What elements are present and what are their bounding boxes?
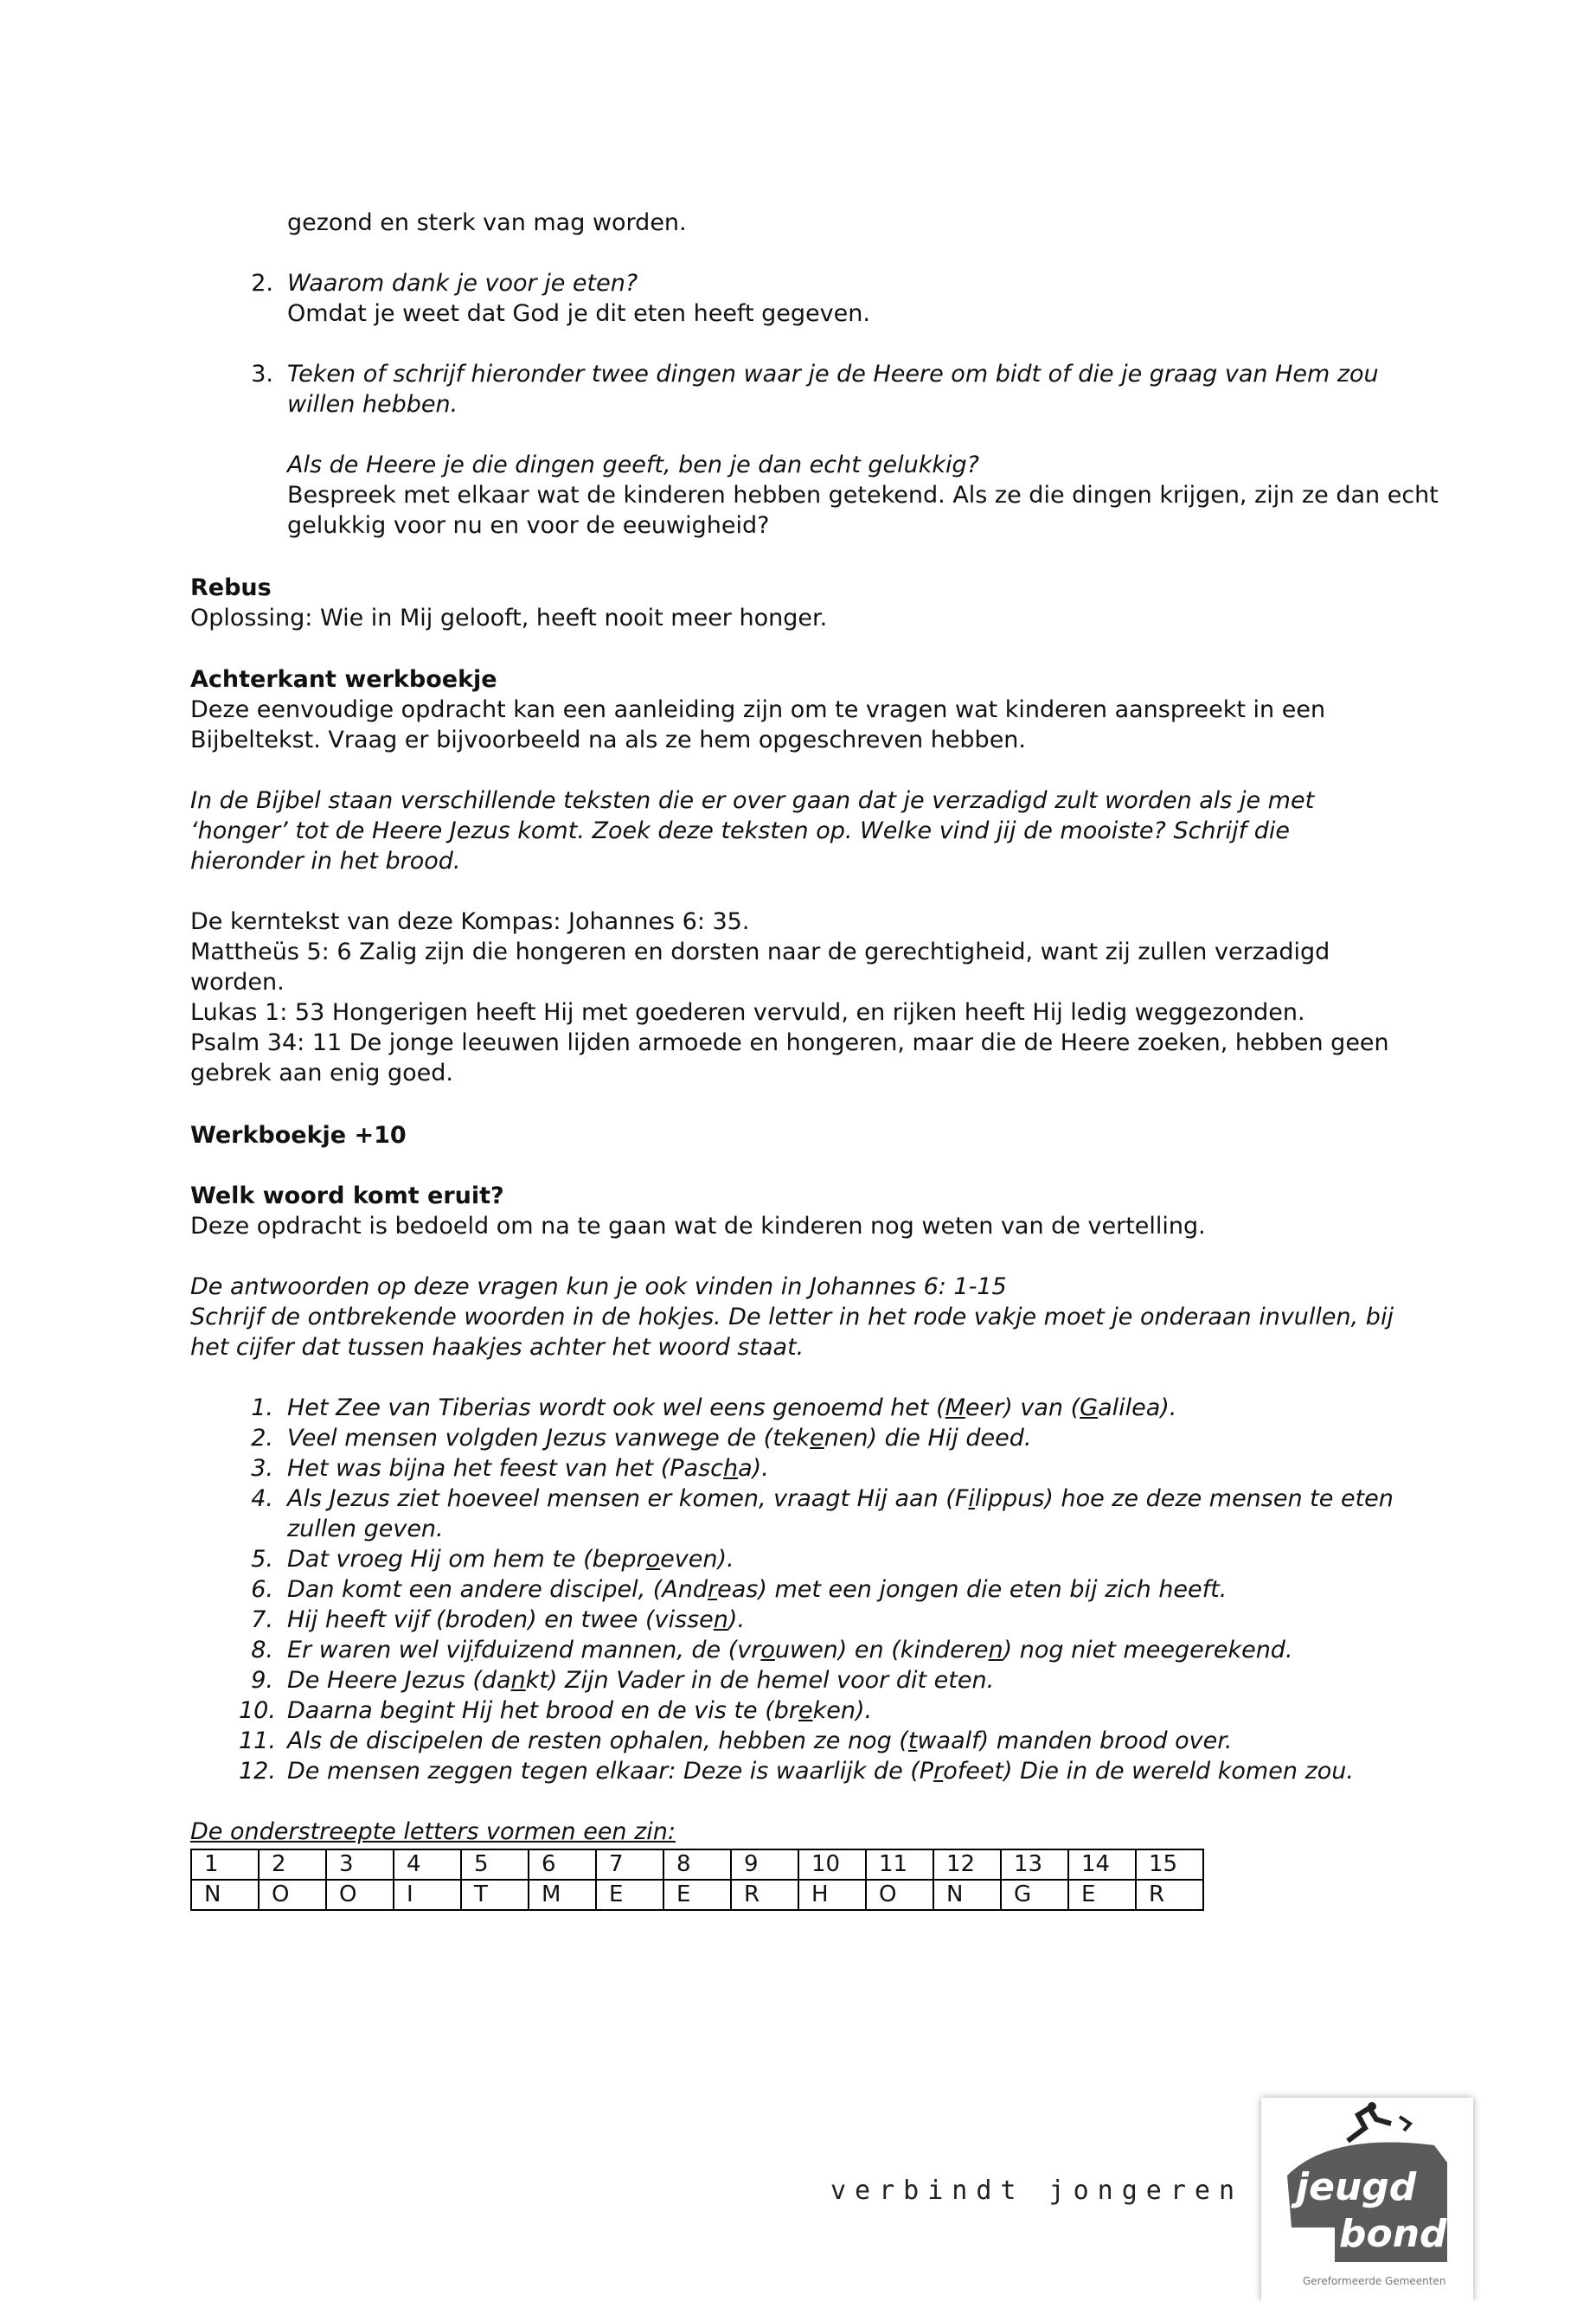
list-item bbox=[190, 1605, 1401, 1635]
list-text: Als Jezus ziet hoeveel mensen er komen, vraagt Hij aan (Filippus) hoe ze deze mensen te eten zullen geven. bbox=[287, 1485, 1394, 1542]
table-cell-number: 6 bbox=[529, 1849, 596, 1880]
table-cell-number: 2 bbox=[259, 1849, 326, 1880]
discussion-note: Bespreek met elkaar wat de kinderen hebben getekend. Als ze die dingen krijgen, zijn ze dan echt gelukkig voor nu en voor de eeuwigheid? bbox=[287, 482, 1439, 539]
section-paragraph: Deze eenvoudige opdracht kan een aanleiding zijn om te vragen wat kinderen aanspreekt in een Bijbeltekst. Vraag er bijvoorbeeld na als ze hem opgeschreven hebben. bbox=[190, 696, 1326, 753]
jeugdbond-logo bbox=[1261, 2098, 1473, 2301]
section-instruction: In de Bijbel staan verschillende teksten die er over gaan dat je verzadigd zult worden als je met ‘honger’ tot de Heere Jezus komt. Zoek deze teksten op. Welke vind jij de mooiste? Schrijf die hieronder in het brood. bbox=[190, 787, 1315, 875]
table-cell-number: 7 bbox=[596, 1849, 663, 1880]
list-number: 10. bbox=[239, 1697, 276, 1724]
table-cell-letter: M bbox=[529, 1880, 596, 1910]
list-item bbox=[190, 1423, 1401, 1453]
table-cell-number: 5 bbox=[461, 1849, 529, 1880]
table-cell-letter: R bbox=[731, 1880, 798, 1910]
question-block-top bbox=[190, 208, 1419, 238]
list-text: Hij heeft vijf (broden) en twee (vissen). bbox=[287, 1606, 746, 1633]
list-number: 8. bbox=[251, 1637, 273, 1663]
list-text: De mensen zeggen tegen elkaar: Deze is waarlijk de (Profeet) Die in de wereld komen zou. bbox=[287, 1758, 1354, 1785]
section-heading: Werkboekje +10 bbox=[190, 1122, 407, 1149]
list-number: 9. bbox=[251, 1667, 273, 1694]
list-item bbox=[190, 1574, 1401, 1605]
table-cell-letter: H bbox=[798, 1880, 866, 1910]
section-instruction: Schrijf de ontbrekende woorden in de hokjes. De letter in het rode vakje moet je onderaan invullen, bij het cijfer dat tussen haakjes achter het woord staat. bbox=[190, 1304, 1394, 1361]
subsection-heading: Welk woord komt eruit? bbox=[190, 1183, 504, 1209]
section-paragraph: Deze opdracht is bedoeld om na te gaan wat de kinderen nog weten van de vertelling. bbox=[190, 1213, 1206, 1240]
table-cell-number: 14 bbox=[1068, 1849, 1136, 1880]
list-number: 3. bbox=[251, 1455, 273, 1482]
list-item bbox=[190, 1635, 1401, 1665]
table-cell-number: 1 bbox=[191, 1849, 259, 1880]
table-cell-number: 13 bbox=[1001, 1849, 1068, 1880]
table-cell-number: 8 bbox=[663, 1849, 731, 1880]
footer-slogan: verbindt jongeren bbox=[830, 2176, 1244, 2206]
table-cell-number: 3 bbox=[326, 1849, 394, 1880]
list-text: Daarna begint Hij het brood en de vis te (breken). bbox=[287, 1697, 873, 1724]
question-text: Waarom dank je voor je eten? bbox=[287, 270, 638, 297]
answer-table bbox=[190, 1849, 1204, 1911]
list-text: Als de discipelen de resten ophalen, hebben ze nog (twaalf) manden brood over. bbox=[287, 1727, 1233, 1754]
list-text: Er waren wel vijfduizend mannen, de (vrouwen) en (kinderen) nog niet meegerekend. bbox=[287, 1637, 1293, 1663]
list-text: Dat vroeg Hij om hem te (beproeven). bbox=[287, 1546, 734, 1573]
table-cell-number: 15 bbox=[1136, 1849, 1203, 1880]
achterkant-section bbox=[190, 664, 1401, 1088]
werkboekje-section bbox=[190, 1120, 1401, 1847]
list-text: De Heere Jezus (dankt) Zijn Vader in de hemel voor dit eten. bbox=[287, 1667, 995, 1694]
table-cell-letter: T bbox=[461, 1880, 529, 1910]
logo-text-line2: bond bbox=[1339, 2212, 1447, 2256]
table-caption: De onderstreepte letters vormen een zin: bbox=[190, 1818, 676, 1845]
continuation-text: gezond en sterk van mag worden. bbox=[287, 209, 687, 236]
question-number: 3. bbox=[251, 361, 273, 388]
answer-text: Omdat je weet dat God je dit eten heeft gegeven. bbox=[287, 300, 870, 327]
list-text: Dan komt een andere discipel, (Andreas) met een jongen die eten bij zich heeft. bbox=[287, 1576, 1227, 1603]
table-row-letters bbox=[191, 1880, 1203, 1910]
table-cell-number: 9 bbox=[731, 1849, 798, 1880]
list-number: 5. bbox=[251, 1546, 273, 1573]
list-item bbox=[190, 1484, 1401, 1544]
table-cell-letter: I bbox=[394, 1880, 461, 1910]
table-cell-letter: R bbox=[1136, 1880, 1203, 1910]
table-cell-letter: E bbox=[1068, 1880, 1136, 1910]
table-cell-letter: O bbox=[326, 1880, 394, 1910]
question-number: 2. bbox=[251, 270, 273, 297]
table-cell-number: 4 bbox=[394, 1849, 461, 1880]
list-number: 12. bbox=[239, 1758, 276, 1785]
logo-text-line1: jeugd bbox=[1296, 2165, 1417, 2209]
list-number: 7. bbox=[251, 1606, 273, 1633]
rebus-solution: Oplossing: Wie in Mij gelooft, heeft nooit meer honger. bbox=[190, 605, 828, 631]
question-list bbox=[190, 1393, 1401, 1786]
verse-line: Mattheüs 5: 6 Zalig zijn die hongeren en dorsten naar de gerechtigheid, want zij zullen verzadigd worden. bbox=[190, 939, 1330, 996]
question-text: Teken of schrijf hieronder twee dingen waar je de Heere om bidt of die je graag van Hem zou willen hebben. bbox=[287, 361, 1379, 418]
table-cell-letter: N bbox=[933, 1880, 1001, 1910]
verse-line: De kerntekst van deze Kompas: Johannes 6: 35. bbox=[190, 908, 750, 935]
list-number: 2. bbox=[251, 1425, 273, 1452]
list-text: Het was bijna het feest van het (Pascha). bbox=[287, 1455, 769, 1482]
verse-line: Psalm 34: 11 De jonge leeuwen lijden armoede en hongeren, maar die de Heere zoeken, hebben geen gebrek aan enig goed. bbox=[190, 1029, 1389, 1086]
table-cell-letter: E bbox=[663, 1880, 731, 1910]
section-instruction: De antwoorden op deze vragen kun je ook vinden in Johannes 6: 1-15 bbox=[190, 1273, 1007, 1300]
list-item bbox=[190, 1695, 1401, 1726]
list-text: Het Zee van Tiberias wordt ook wel eens genoemd het (Meer) van (Galilea). bbox=[287, 1394, 1177, 1421]
rebus-section bbox=[190, 573, 1419, 633]
table-cell-letter: N bbox=[191, 1880, 259, 1910]
list-number: 11. bbox=[239, 1727, 276, 1754]
list-number: 4. bbox=[251, 1485, 273, 1512]
list-number: 6. bbox=[251, 1576, 273, 1603]
list-item bbox=[190, 1393, 1401, 1423]
table-cell-number: 10 bbox=[798, 1849, 866, 1880]
list-item bbox=[190, 1726, 1401, 1756]
list-item bbox=[190, 1756, 1401, 1786]
table-cell-letter: O bbox=[866, 1880, 933, 1910]
question-2 bbox=[190, 268, 1419, 329]
table-cell-number: 12 bbox=[933, 1849, 1001, 1880]
logo-subtitle: Gereformeerde Gemeenten bbox=[1303, 2275, 1446, 2287]
question-3 bbox=[190, 359, 1439, 541]
list-number: 1. bbox=[251, 1394, 273, 1421]
table-row-numbers bbox=[191, 1849, 1203, 1880]
table-cell-letter: G bbox=[1001, 1880, 1068, 1910]
followup-question: Als de Heere je die dingen geeft, ben je dan echt gelukkig? bbox=[287, 452, 979, 478]
list-item bbox=[190, 1453, 1401, 1484]
list-item bbox=[190, 1665, 1401, 1695]
list-item bbox=[190, 1544, 1401, 1574]
table-cell-letter: O bbox=[259, 1880, 326, 1910]
section-heading: Achterkant werkboekje bbox=[190, 666, 497, 693]
table-cell-letter: E bbox=[596, 1880, 663, 1910]
section-heading: Rebus bbox=[190, 574, 272, 601]
verse-line: Lukas 1: 53 Hongerigen heeft Hij met goederen vervuld, en rijken heeft Hij ledig weggezonden. bbox=[190, 999, 1305, 1026]
table-cell-number: 11 bbox=[866, 1849, 933, 1880]
list-text: Veel mensen volgden Jezus vanwege de (tekenen) die Hij deed. bbox=[287, 1425, 1032, 1452]
